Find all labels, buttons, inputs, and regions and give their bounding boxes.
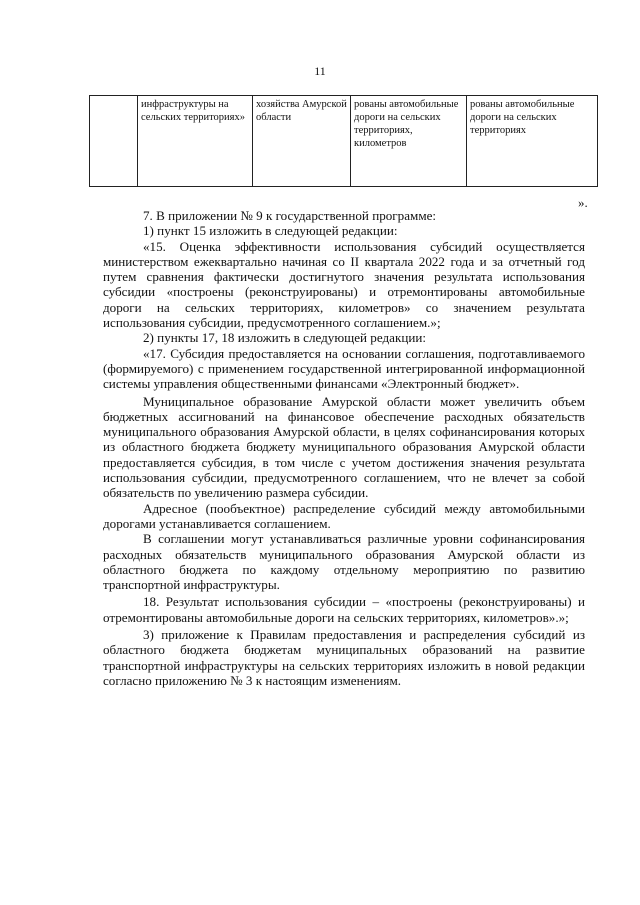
paragraph: «17. Субсидия предоставляется на основании соглашения, подготавливаемого (формируемого) с применением государственной интегрированной информационной системы управления общественными финансами «Электронный бюджет». bbox=[103, 345, 585, 392]
table-cell: рованы автомобильные дороги на сельских территориях, километров bbox=[351, 96, 467, 187]
paragraph: Адресное (пообъектное) распределение субсидий между автомобильными дорогами устанавливается соглашением. bbox=[103, 500, 585, 531]
paragraph: 7. В приложении № 9 к государственной программе: bbox=[143, 208, 437, 223]
page-number: 11 bbox=[314, 64, 326, 78]
paragraph: «15. Оценка эффективности использования субсидий осуществляется министерством ежеквартально начиная со II квартала 2022 года и за отчетный год путем сравнения фактически достигнутого значения результата использования субсидии «построены (реконструированы) и отремонтированы автомобильные дороги на сельских территориях, километров» со значением результата использования субсидии, предусмотренного соглашением.»; bbox=[103, 238, 585, 331]
closing-quote: ». bbox=[578, 195, 588, 210]
paragraph: 3) приложение к Правилам предоставления и распределения субсидий из областного бюджета бюджетам муниципальных образований на развитие транспортной инфраструктуры на сельских территориях изложить в новой редакции согласно приложению № 3 к настоящим изменениям. bbox=[103, 627, 585, 688]
table-row bbox=[90, 96, 598, 187]
paragraph: 18. Результат использования субсидии – «построены (реконструированы) и отремонтированы автомобильные дороги на сельских территориях, километров».»; bbox=[103, 594, 585, 625]
paragraph: Муниципальное образование Амурской области может увеличить объем бюджетных ассигнований на финансовое обеспечение расходных обязательств муниципального образования Амурской области, в целях софинансирования которых из областного бюджета бюджету муниципального образования Амурской области предоставляется субсидия, в том числе с учетом достижения значения результата использования субсидии, предусмотренного соглашением, что не влечет за собой обязательств по увеличению размера субсидии. bbox=[103, 393, 585, 501]
table-fragment bbox=[89, 95, 598, 187]
paragraph: В соглашении могут устанавливаться различные уровни софинансирования расходных обязательств муниципального образования Амурской области из областного бюджета по каждому отдельному мероприятию по развитию транспортной инфраструктуры. bbox=[103, 531, 585, 593]
table-cell: инфраструктуры на сельских территориях» bbox=[138, 96, 253, 187]
table-cell: рованы автомобильные дороги на сельских территориях bbox=[467, 96, 598, 187]
document-body bbox=[103, 208, 585, 688]
paragraph: 1) пункт 15 изложить в следующей редакции: bbox=[143, 223, 398, 239]
table-cell bbox=[90, 96, 138, 187]
table-cell: хозяйства Амурской области bbox=[253, 96, 351, 187]
paragraph: 2) пункты 17, 18 изложить в следующей редакции: bbox=[143, 330, 426, 346]
